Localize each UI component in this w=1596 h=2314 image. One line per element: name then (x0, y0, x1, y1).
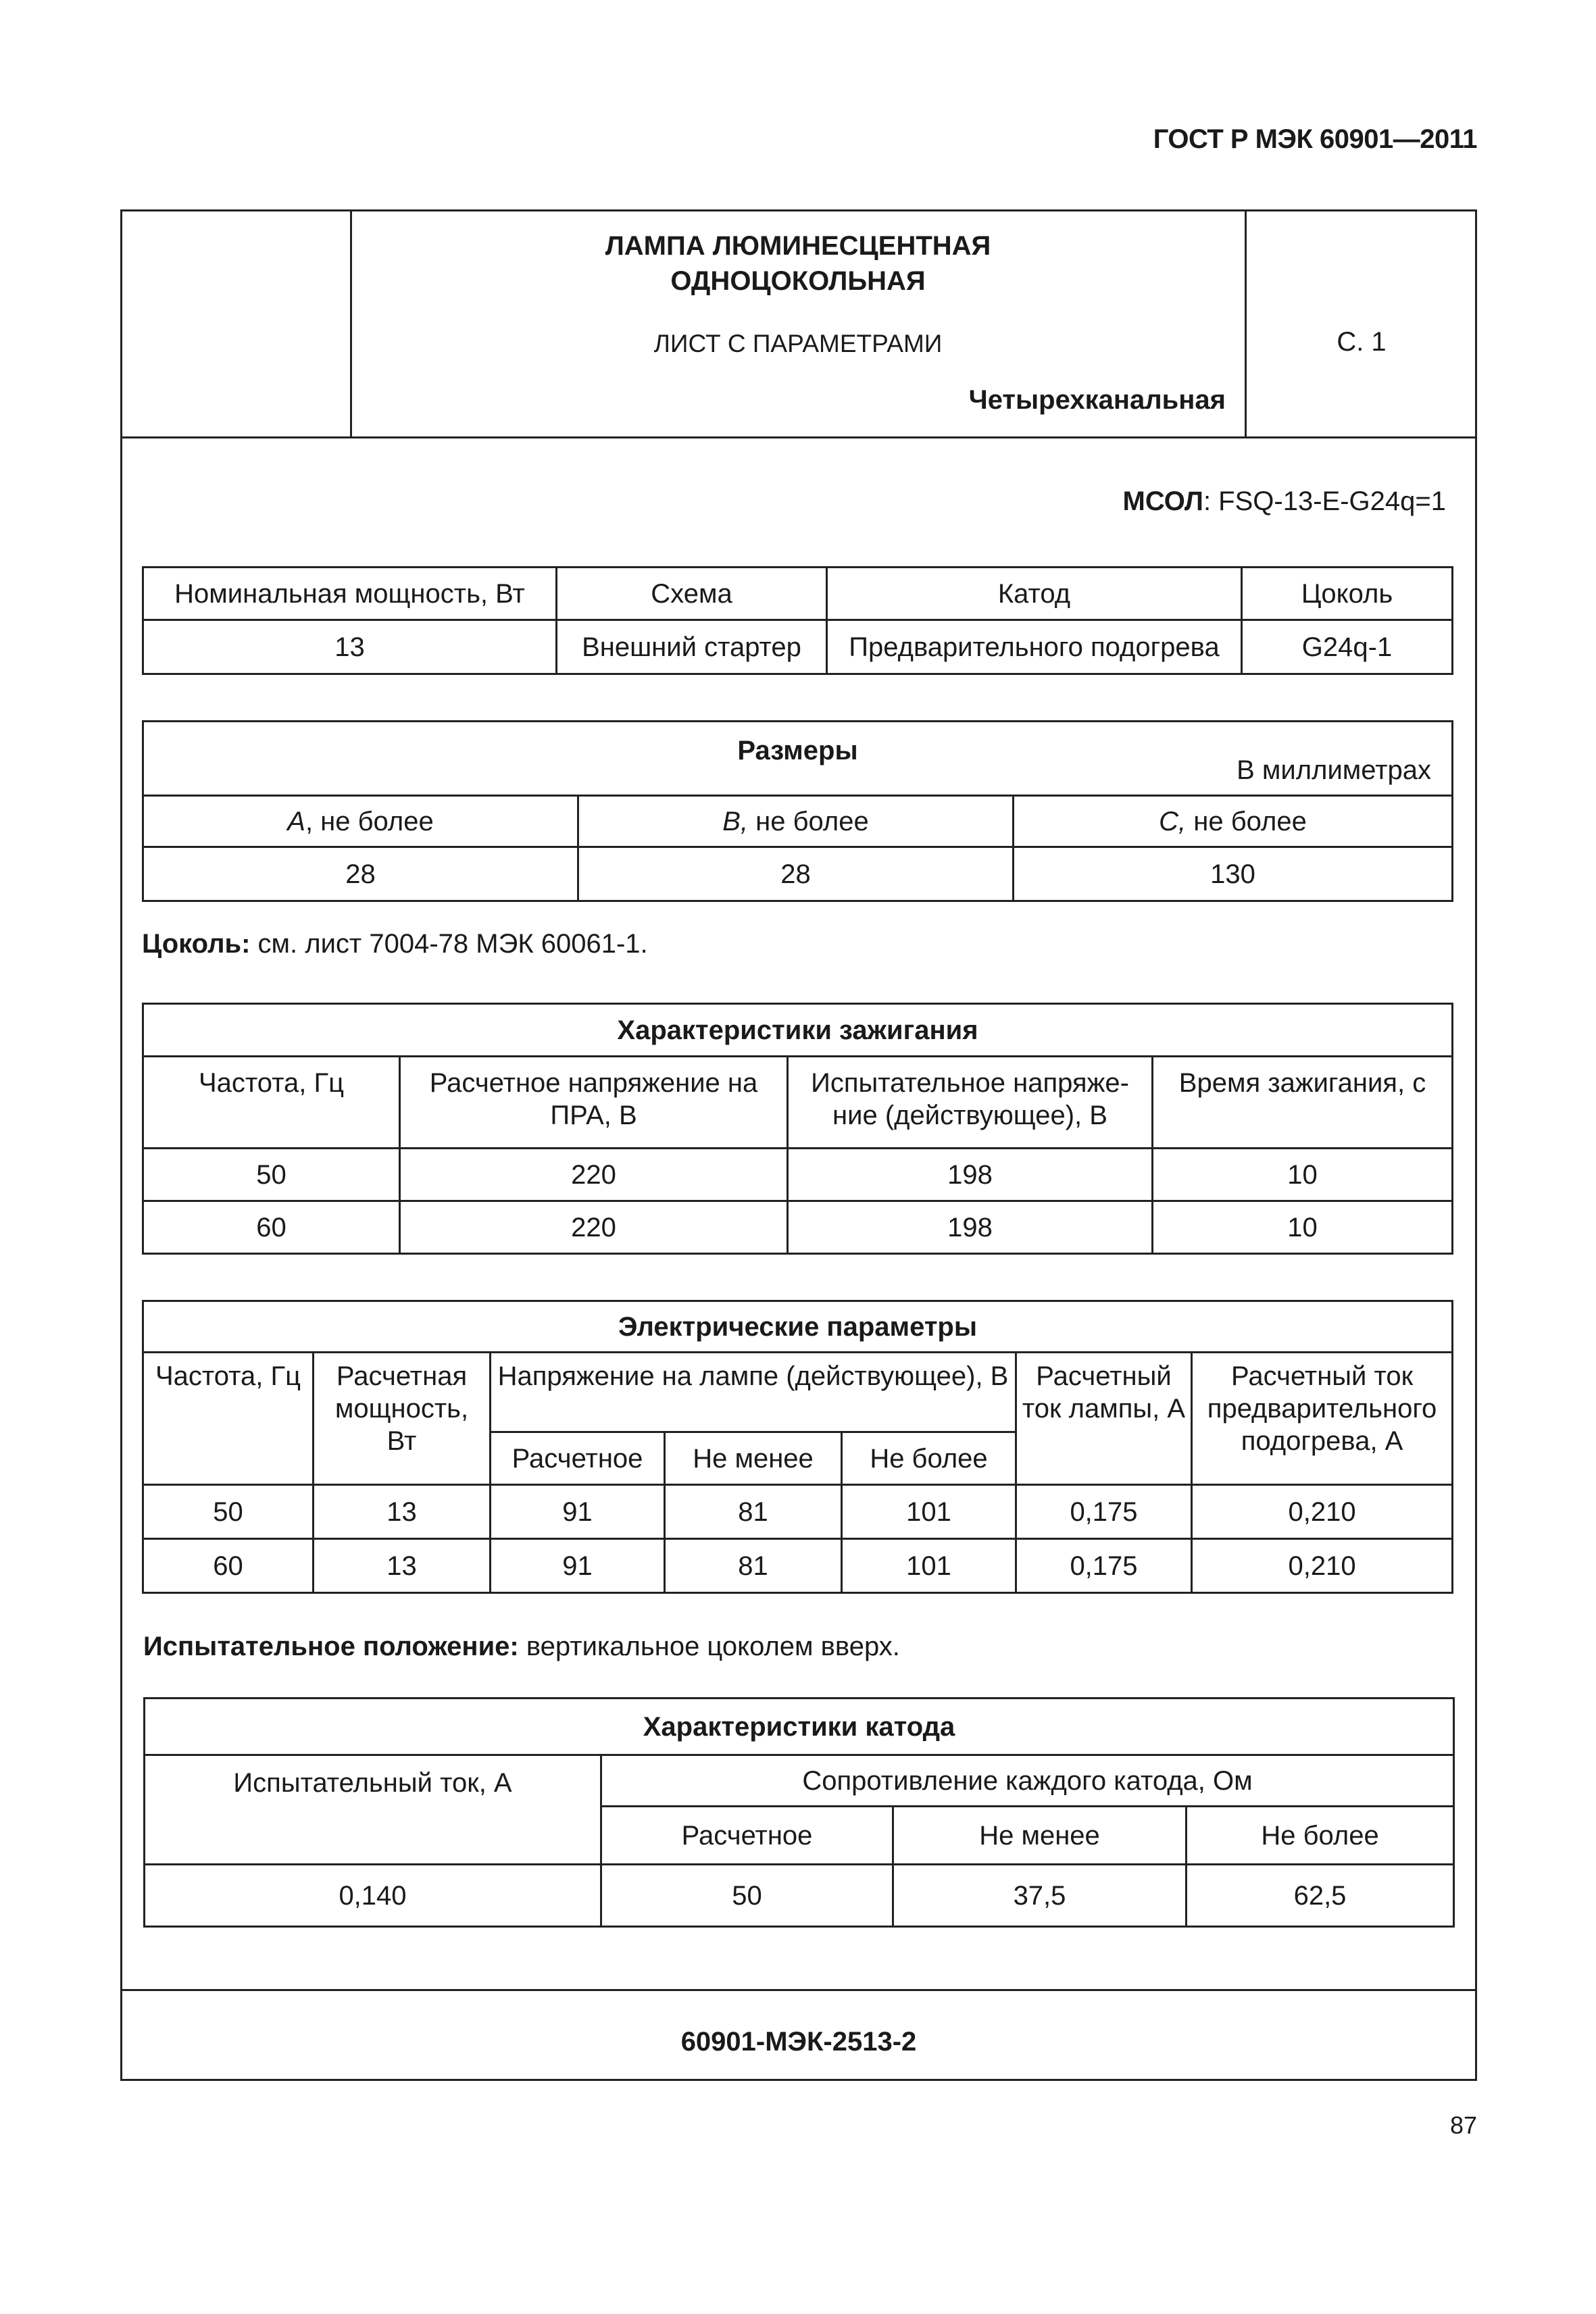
table-header-cell: Расчетное напряжение на ПРА, В (400, 1057, 788, 1149)
header-divider (120, 436, 1477, 438)
dimension-qualifier: , не более (305, 806, 434, 836)
table-row (145, 1755, 1454, 1807)
table-cell: 220 (400, 1201, 788, 1254)
table-header-cell: Не более (842, 1432, 1016, 1485)
table-row (143, 1201, 1453, 1254)
table-cell: 28 (578, 847, 1014, 901)
base-note (142, 929, 648, 959)
table-header-cell (143, 796, 578, 847)
table-cell: 101 (842, 1539, 1016, 1593)
table-cell: Внешний стартер (557, 620, 827, 674)
table-cell: 28 (143, 847, 578, 901)
header-subtitle: ЛИСТ С ПАРАМЕТРАМИ (653, 330, 943, 357)
table-cell: 62,5 (1187, 1865, 1454, 1927)
table-cell: 81 (665, 1539, 842, 1593)
table-row (143, 1485, 1453, 1539)
header-title-line2: ОДНОЦОКОЛЬНАЯ (670, 266, 926, 296)
table-header-cell: Сопротивление каждого катода, Ом (601, 1755, 1454, 1807)
header-lamp-type: Четырехканальная (968, 385, 1226, 415)
base-note-label: Цоколь: (142, 929, 251, 959)
table-header-cell: Испытательное напряже- ние (действующее), В (788, 1057, 1153, 1149)
table-header-cell: Номинальная мощность, Вт (143, 568, 557, 620)
header-page-label: С. 1 (1337, 327, 1387, 357)
test-position-label: Испытательное положение: (143, 1632, 519, 1661)
table-cell: 0,210 (1192, 1539, 1453, 1593)
electrical-parameters-table (142, 1300, 1453, 1594)
table-cell: 0,210 (1192, 1485, 1453, 1539)
table-row (143, 847, 1453, 901)
table-cell: 10 (1153, 1149, 1453, 1201)
ignition-title: Характеристики зажигания (143, 1004, 1453, 1057)
table-cell: 130 (1014, 847, 1453, 901)
sheet-code: 60901-МЭК-2513-2 (680, 2027, 917, 2057)
dimension-letter: C, (1159, 806, 1187, 836)
table-row (143, 1353, 1453, 1432)
ignition-table (142, 1003, 1453, 1255)
table-row (143, 796, 1453, 847)
table-row (143, 1539, 1453, 1593)
table-cell: 13 (143, 620, 557, 674)
table-header-cell: Частота, Гц (143, 1353, 314, 1485)
table-cell: 60 (143, 1539, 314, 1593)
table-cell: 81 (665, 1485, 842, 1539)
dimension-qualifier: не более (748, 806, 869, 836)
dimensions-title: Размеры (737, 735, 858, 765)
table-cell: 220 (400, 1149, 788, 1201)
table-cell: 0,175 (1016, 1539, 1192, 1593)
table-header-cell: Расчетное (491, 1432, 665, 1485)
table-row (143, 1057, 1453, 1149)
table-row (143, 1004, 1453, 1057)
table-header-cell: Напряжение на лампе (действующее), В (491, 1353, 1016, 1432)
table-cell: 13 (314, 1485, 491, 1539)
table-header-cell: Время зажигания, с (1153, 1057, 1453, 1149)
table-cell: 13 (314, 1539, 491, 1593)
table-header-cell: Цоколь (1242, 568, 1453, 620)
dimension-letter: A (287, 806, 305, 836)
dimensions-units: В миллиметрах (1237, 755, 1432, 785)
table-cell: 50 (601, 1865, 893, 1927)
table-row (143, 722, 1453, 796)
cathode-table (143, 1697, 1455, 1928)
table-header-cell (578, 796, 1014, 847)
dimensions-title-cell (143, 722, 1453, 796)
table-header-cell: Катод (827, 568, 1242, 620)
table-row (143, 1301, 1453, 1353)
msol-designation (1123, 486, 1446, 517)
table-header-cell: Расчетная мощность, Вт (314, 1353, 491, 1485)
main-parameters-table (142, 566, 1453, 675)
page-number: 87 (1449, 2111, 1477, 2139)
table-header-cell: Не менее (893, 1807, 1187, 1865)
table-header-cell: Расчетный ток предварительного подогрева, А (1192, 1353, 1453, 1485)
table-row (143, 620, 1453, 674)
table-cell: 50 (143, 1485, 314, 1539)
table-header-cell (1014, 796, 1453, 847)
table-cell: 10 (1153, 1201, 1453, 1254)
table-header-cell: Частота, Гц (143, 1057, 400, 1149)
table-row (143, 568, 1453, 620)
header-right-divider (1245, 209, 1247, 438)
table-row (145, 1699, 1454, 1755)
table-cell: 0,175 (1016, 1485, 1192, 1539)
table-cell: 50 (143, 1149, 400, 1201)
footer-divider (120, 1989, 1477, 1991)
msol-label: МСОЛ (1122, 486, 1203, 516)
base-note-text: см. лист 7004-78 МЭК 60061-1. (250, 929, 648, 959)
table-cell: 91 (491, 1539, 665, 1593)
table-header-cell: Испытательный ток, А (145, 1755, 601, 1865)
test-position-note (143, 1632, 900, 1662)
table-header-cell: Расчетное (601, 1807, 893, 1865)
dimension-qualifier: не более (1186, 806, 1307, 836)
table-header-cell: Расчетный ток лампы, А (1016, 1353, 1192, 1485)
msol-value: : FSQ-13-E-G24q=1 (1203, 486, 1446, 516)
table-row (145, 1865, 1454, 1927)
table-cell: 91 (491, 1485, 665, 1539)
table-cell: 0,140 (145, 1865, 601, 1927)
cathode-title: Характеристики катода (145, 1699, 1454, 1755)
table-cell: 101 (842, 1485, 1016, 1539)
table-cell: 37,5 (893, 1865, 1187, 1927)
table-cell: Предварительного подогрева (827, 620, 1242, 674)
table-cell: G24q-1 (1242, 620, 1453, 674)
table-header-cell: Схема (557, 568, 827, 620)
table-cell: 60 (143, 1201, 400, 1254)
dimensions-table (142, 720, 1453, 902)
electrical-title: Электрические параметры (143, 1301, 1453, 1353)
test-position-text: вертикальное цоколем вверх. (518, 1632, 900, 1661)
standard-reference: ГОСТ Р МЭК 60901—2011 (1153, 124, 1477, 154)
dimension-letter: B, (722, 806, 749, 836)
table-cell: 198 (788, 1201, 1153, 1254)
table-row (143, 1149, 1453, 1201)
table-header-cell: Не более (1187, 1807, 1454, 1865)
table-cell: 198 (788, 1149, 1153, 1201)
table-header-cell: Не менее (665, 1432, 842, 1485)
header-title-line1: ЛАМПА ЛЮМИНЕСЦЕНТНАЯ (605, 231, 991, 261)
